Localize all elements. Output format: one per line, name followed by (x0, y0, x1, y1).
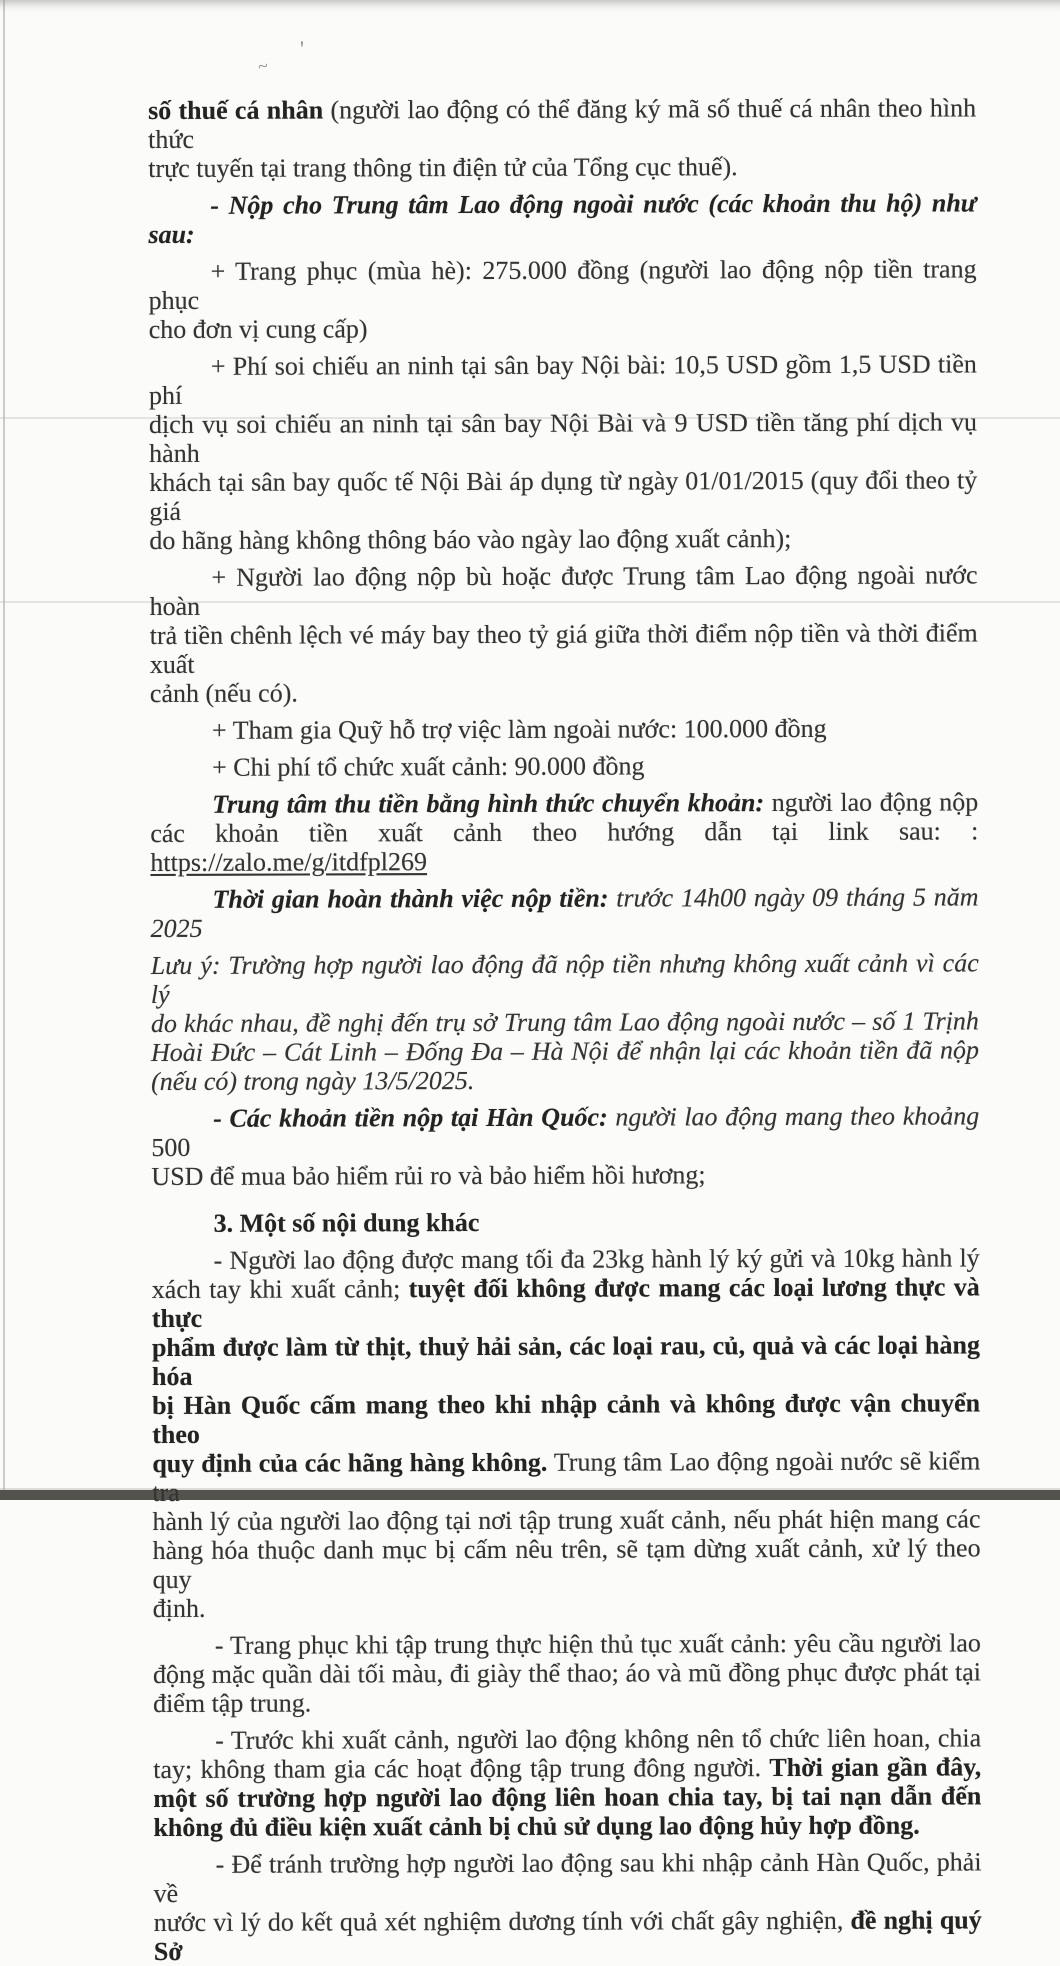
text-run: trước 14h00 ngày 09 tháng 5 năm (608, 882, 979, 913)
text-run: Hoài Đức – Cát Linh – Đống Đa – Hà Nội để nhận lại các khoản tiền đã nộp (150, 1035, 980, 1067)
text-run: USD để mua bảo hiểm rủi ro và bảo hiểm hồi hương; (151, 1160, 706, 1191)
text-run: + Người lao động nộp bù hoặc được Trung tâm Lao động ngoài nước hoàn (149, 560, 978, 621)
text-line (149, 254, 977, 315)
text-run: 3. Một số nội dung khác (213, 1207, 480, 1238)
text-run: do khác nhau, đề nghị đến trụ sở Trung tâm Lao động ngoài nước – số 1 Trịnh (150, 1006, 979, 1038)
text-run: + Phí soi chiếu an ninh tại sân bay Nội bài: 10,5 USD gồm 1,5 USD tiền phí (148, 349, 977, 410)
text-line (150, 816, 978, 848)
document-text (148, 93, 982, 1966)
text-run: người lao động mang theo khoảng (607, 1101, 980, 1132)
text-line (148, 93, 976, 154)
text-run: (nếu có) trong ngày 13/5/2025. (151, 1065, 475, 1096)
text-line (154, 1847, 982, 1908)
text-line (152, 1388, 980, 1449)
text-line (150, 676, 978, 708)
text-line (151, 1064, 979, 1096)
text-line (153, 1810, 981, 1842)
text-run: Lưu ý: Trường hợp người lao động đã nộp tiền nhưng không xuất cảnh vì các lý (150, 948, 979, 1009)
text-run: - Trang phục khi tập trung thực hiện thủ tục xuất cảnh: yêu cầu người lao (214, 1628, 981, 1660)
text-line (153, 1686, 981, 1718)
text-line (151, 1206, 979, 1238)
text-line (149, 560, 977, 621)
text-line (149, 312, 977, 344)
text-line (149, 465, 977, 526)
text-run: cảnh (nếu có). (149, 678, 298, 708)
text-run: + Tham gia Quỹ hỗ trợ việc làm ngoài nước: 100.000 đồng (211, 713, 827, 745)
text-run: không đủ điều kiện xuất cảnh bị chủ sử dụng lao động hủy hợp đồng. (153, 1810, 920, 1842)
text-line (153, 1657, 981, 1689)
text-line (153, 1533, 981, 1594)
zalo-group-link[interactable]: https://zalo.me/g/itdfpl269 (150, 847, 428, 877)
text-run: - Nộp cho Trung tâm Lao động ngoài nước (các khoản thu hộ) như sau: (148, 188, 977, 249)
text-line (152, 1272, 980, 1333)
scan-artifact-speck: ~ (256, 55, 270, 77)
text-run: - Người lao động được mang tối đa 23kg hành lý ký gửi và 10kg hành lý (213, 1243, 980, 1275)
text-run: các khoản tiền xuất cảnh theo hướng dẫn tại link sau: : (150, 816, 979, 848)
text-run: 2025 (150, 913, 203, 943)
text-run: - Để tránh trường hợp người lao động sau khi nhập cảnh Hàn Quốc, phải về (153, 1847, 982, 1908)
text-line (151, 1035, 979, 1067)
text-line (148, 188, 976, 249)
text-line (154, 1905, 982, 1966)
text-run: điểm tập trung. (153, 1688, 312, 1718)
text-run: + Trang phục (mùa hè): 275.000 đồng (người lao động nộp tiền trang phục (148, 254, 977, 315)
text-run: do hãng hàng không thông báo vào ngày lao động xuất cảnh); (149, 523, 792, 555)
text-run: phẩm được làm từ thịt, thuỷ hải sản, các loại rau, củ, quả và các loại hàng hóa (151, 1330, 980, 1391)
text-run: 500 (151, 1132, 191, 1162)
text-run: (người lao động có thể đăng ký mã số thuế cá nhân theo hình thức (148, 93, 977, 154)
text-line (153, 1752, 981, 1784)
text-run: định. (152, 1593, 206, 1623)
scan-artifact-top-edge (0, 0, 1060, 12)
text-line (149, 349, 977, 410)
scan-artifact-speck: ' (300, 36, 304, 61)
text-line (150, 713, 978, 745)
text-run: dịch vụ soi chiếu an ninh tại sân bay Nội Bài và 9 USD tiền tăng phí dịch vụ hành (148, 407, 978, 468)
text-run: quy định của các hãng hàng không. (152, 1447, 548, 1478)
text-run: trả tiền chênh lệch vé máy bay theo tỷ giá giữa thời điểm nộp tiền và thời điểm xuất (149, 618, 978, 679)
text-line (152, 1330, 980, 1391)
text-line (151, 948, 979, 1009)
text-run: người lao động nộp (764, 787, 979, 818)
text-run: Thời gian gần đây, (769, 1752, 982, 1783)
text-line (149, 523, 977, 555)
text-line (151, 1159, 979, 1191)
text-line (152, 1243, 980, 1275)
text-line (148, 151, 976, 183)
text-run: Thời gian hoàn thành việc nộp tiền: (212, 883, 609, 914)
text-line (149, 407, 977, 468)
text-run: Trung tâm thu tiền bằng hình thức chuyển khoản: (212, 788, 765, 819)
text-line (153, 1781, 981, 1813)
text-line (151, 911, 979, 943)
text-run: hàng hóa thuộc danh mục bị cấm nêu trên, sẽ tạm dừng xuất cảnh, xử lý theo quy (152, 1533, 981, 1594)
text-run: Trung tâm Lao động ngoài nước sẽ kiểm tra (152, 1446, 981, 1507)
text-line (151, 1101, 979, 1162)
text-run: tay; không tham gia các hoạt động tập trung đông người. (153, 1753, 770, 1784)
text-run: nước vì lý do kết quả xét nghiệm dương tính với chất gây nghiện, (153, 1905, 851, 1937)
text-run: - Các khoản tiền nộp tại Hàn Quốc: (213, 1102, 608, 1133)
text-run: trực tuyến tại trang thông tin điện tử của Tổng cục thuế). (148, 152, 738, 183)
text-line (153, 1591, 981, 1623)
text-line (153, 1723, 981, 1755)
text-run: hành lý của người lao động tại nơi tập trung xuất cảnh, nếu phát hiện mang các (152, 1504, 981, 1536)
text-line (150, 845, 978, 877)
text-run: tuyệt đối không được mang các loại lương thực và thực (151, 1272, 980, 1333)
text-run: + Chi phí tổ chức xuất cảnh: 90.000 đồng (212, 751, 645, 782)
scan-artifact-left-line (3, 0, 5, 1500)
text-line (153, 1628, 981, 1660)
text-run: - Trước khi xuất cảnh, người lao động không nên tổ chức liên hoan, chia (215, 1723, 982, 1755)
text-line (152, 1504, 980, 1536)
text-run: xách tay khi xuất cảnh; (151, 1274, 409, 1304)
text-run: số thuế cá nhân (148, 95, 331, 125)
text-run: đề nghị quý Sở (153, 1905, 982, 1966)
text-run: khách tại sân bay quốc tế Nội Bài áp dụng từ ngày 01/01/2015 (quy đổi theo tỷ giá (149, 465, 978, 526)
text-run: bị Hàn Quốc cấm mang theo khi nhập cảnh và không được vận chuyển theo (152, 1388, 981, 1449)
text-line (150, 750, 978, 782)
text-run: động mặc quần dài tối màu, đi giày thể thao; áo và mũ đồng phục được phát tại (152, 1657, 982, 1689)
text-run: một số trường hợp người lao động liên hoan chia tay, bị tai nạn dẫn đến (153, 1781, 982, 1813)
text-line (150, 787, 978, 819)
text-line (150, 882, 978, 914)
text-line (151, 1006, 979, 1038)
text-run: cho đơn vị cung cấp) (148, 314, 368, 344)
text-line (152, 1446, 980, 1507)
text-line (150, 618, 978, 679)
